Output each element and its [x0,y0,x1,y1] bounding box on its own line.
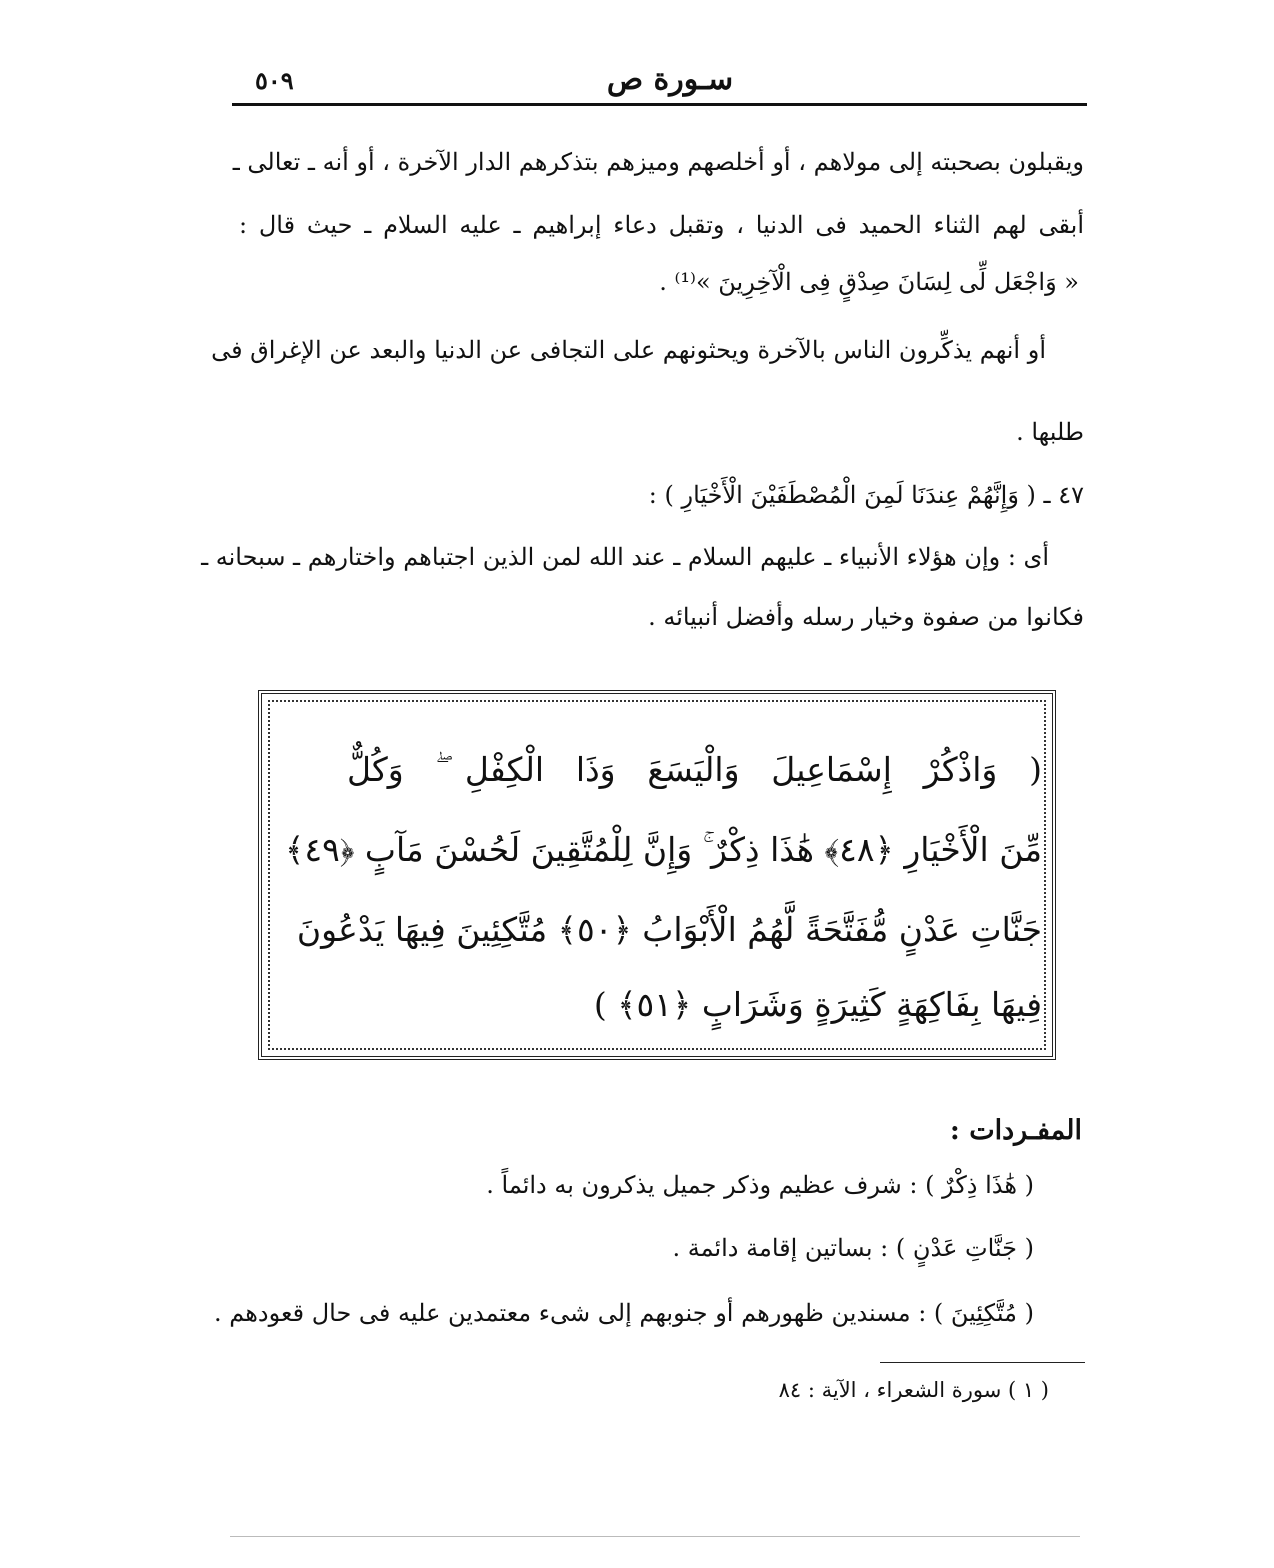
verse-box-line-4: فِيهَا بِفَاكِهَةٍ كَثِيرَةٍ وَشَرَابٍ ﴿٥١﴾ ) [593,985,1042,1024]
page-title: سـورة ص [606,62,734,97]
paragraph-4-line-1: أى : وإن هؤلاء الأنبياء ـ عليهم السلام ـ عند الله لمن الذين اجتباهم واختارهم ـ سبحانه ـ [201,543,1049,571]
verse-box-line-2: مِّنَ الْأَخْيَارِ ﴿٤٨﴾ هَٰذَا ذِكْرٌ ۚ وَإِنَّ لِلْمُتَّقِينَ لَحُسْنَ مَآبٍ ﴿٤٩﴾ [285,830,1042,869]
header-rule [232,103,1087,106]
paragraph-1-line-2: أبقى لهم الثناء الحميد فى الدنيا ، وتقبل دعاء إبراهيم ـ عليه السلام ـ حيث قال : [239,211,1084,239]
vocabulary-item-2: ( جَنَّاتِ عَدْنٍ ) : بساتين إقامة دائمة . [672,1234,1034,1262]
paragraph-2-line-1: أو أنهم يذكِّرون الناس بالآخرة ويحثونهم على التجافى عن الدنيا والبعد عن الإغراق فى [211,336,1046,364]
page-number: ٥٠٩ [255,66,294,95]
vocabulary-heading: المفـردات : [949,1115,1082,1146]
paragraph-4-line-2: فكانوا من صفوة وخيار رسله وأفضل أنبيائه . [648,603,1084,631]
bottom-scan-line [230,1536,1080,1537]
footnote-rule [880,1362,1085,1363]
verse-47-heading: ٤٧ ـ ( وَإِنَّهُمْ عِندَنَا لَمِنَ الْمُصْطَفَيْنَ الْأَخْيَارِ ) : [648,481,1084,509]
vocabulary-item-3: ( مُتَّكِئِينَ ) : مسندين ظهورهم أو جنوبهم إلى شىء معتمدين عليه فى حال قعودهم . [214,1299,1034,1327]
verse-box-line-3: جَنَّاتِ عَدْنٍ مُّفَتَّحَةً لَّهُمُ الْأَبْوَابُ ﴿٥٠﴾ مُتَّكِئِينَ فِيهَا يَدْعُونَ [296,910,1042,949]
paragraph-1-line-3: « وَاجْعَل لِّى لِسَانَ صِدْقٍ فِى الْآخِرِينَ »⁽¹⁾ . [659,268,1079,296]
vocabulary-item-1: ( هَٰذَا ذِكْرٌ ) : شرف عظيم وذكر جميل يذكرون به دائماً . [486,1171,1034,1199]
verse-box-line-1: ( وَاذْكُرْ إِسْمَاعِيلَ وَالْيَسَعَ وَذَا الْكِفْلِ ۖ وَكُلٌّ [347,750,1042,789]
footnote: ( ١ ) سورة الشعراء ، الآية : ٨٤ [778,1378,1049,1402]
paragraph-2-line-2: طلبها . [1016,418,1084,446]
paragraph-1-line-1: ويقبلون بصحبته إلى مولاهم ، أو أخلصهم وميزهم بتذكرهم الدار الآخرة ، أو أنه ـ تعالى ـ [232,148,1084,176]
